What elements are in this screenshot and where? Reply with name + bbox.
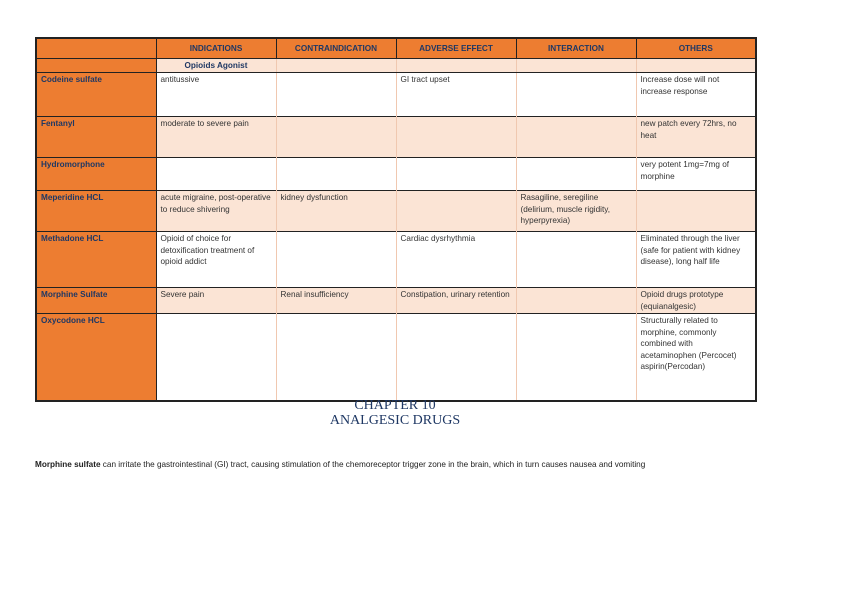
cell-interaction — [516, 158, 636, 191]
cell-contraindication — [276, 314, 396, 401]
cell-interaction — [516, 73, 636, 117]
cell-others: new patch every 72hrs, no heat — [636, 117, 756, 158]
table-row — [36, 158, 756, 191]
cell-contraindication — [276, 232, 396, 288]
cell-contraindication — [276, 117, 396, 158]
table-row — [36, 314, 756, 401]
cell-indications: acute migraine, post-operative to reduce shivering — [156, 191, 276, 232]
cell-indications: Severe pain — [156, 288, 276, 314]
cell-others: very potent 1mg=7mg of morphine — [636, 158, 756, 191]
cell-adverse: Cardiac dysrhythmia — [396, 232, 516, 288]
cell-interaction — [516, 117, 636, 158]
body-paragraph — [35, 459, 765, 471]
paragraph-bold-term: Morphine sulfate — [35, 460, 101, 469]
table-row — [36, 288, 756, 314]
cell-interaction — [516, 288, 636, 314]
table-row — [36, 73, 756, 117]
cell-adverse — [396, 191, 516, 232]
cell-adverse: GI tract upset — [396, 73, 516, 117]
opioid-drug-table — [35, 37, 757, 402]
chapter-title — [0, 398, 790, 428]
drug-name: Codeine sulfate — [36, 73, 156, 117]
cell-adverse — [396, 158, 516, 191]
drug-name: Morphine Sulfate — [36, 288, 156, 314]
cell-interaction: Rasagiline, seregiline (delirium, muscle rigidity, hyperpyrexia) — [516, 191, 636, 232]
drug-name: Methadone HCL — [36, 232, 156, 288]
chapter-number: CHAPTER 10 — [354, 398, 436, 413]
header-indications: INDICATIONS — [156, 38, 276, 58]
cell-indications: moderate to severe pain — [156, 117, 276, 158]
header-others: OTHERS — [636, 38, 756, 58]
header-contraindication: CONTRAINDICATION — [276, 38, 396, 58]
cell-others: Increase dose will not increase response — [636, 73, 756, 117]
cell-indications: antitussive — [156, 73, 276, 117]
section-row — [36, 58, 756, 73]
cell-contraindication: kidney dysfunction — [276, 191, 396, 232]
paragraph-text: can irritate the gastrointestinal (GI) tract, causing stimulation of the chemoreceptor trigger zone in the brain, which in turn causes nausea and vomiting — [100, 460, 646, 469]
cell-adverse — [396, 314, 516, 401]
chapter-name: ANALGESIC DRUGS — [329, 413, 461, 428]
header-row — [36, 38, 756, 58]
header-adverse-effect: ADVERSE EFFECT — [396, 38, 516, 58]
drug-name: Fentanyl — [36, 117, 156, 158]
cell-contraindication: Renal insufficiency — [276, 288, 396, 314]
drug-name: Hydromorphone — [36, 158, 156, 191]
cell-interaction — [516, 232, 636, 288]
cell-indications — [156, 158, 276, 191]
drug-name: Meperidine HCL — [36, 191, 156, 232]
drug-name: Oxycodone HCL — [36, 314, 156, 401]
cell-contraindication — [276, 158, 396, 191]
table-row — [36, 117, 756, 158]
cell-others: Opioid drugs prototype (equianalgesic) — [636, 288, 756, 314]
cell-adverse — [396, 117, 516, 158]
header-blank — [36, 38, 156, 58]
cell-indications: Opioid of choice for detoxification treatment of opioid addict — [156, 232, 276, 288]
cell-adverse: Constipation, urinary retention — [396, 288, 516, 314]
cell-others: Structurally related to morphine, commonly combined with acetaminophen (Percocet) aspirin(Percodan) — [636, 314, 756, 401]
cell-others — [636, 191, 756, 232]
cell-indications — [156, 314, 276, 401]
cell-interaction — [516, 314, 636, 401]
section-label: Opioids Agonist — [156, 58, 276, 73]
table-row — [36, 232, 756, 288]
cell-contraindication — [276, 73, 396, 117]
cell-others: Eliminated through the liver (safe for patient with kidney disease), long half life — [636, 232, 756, 288]
table-row — [36, 191, 756, 232]
header-interaction: INTERACTION — [516, 38, 636, 58]
